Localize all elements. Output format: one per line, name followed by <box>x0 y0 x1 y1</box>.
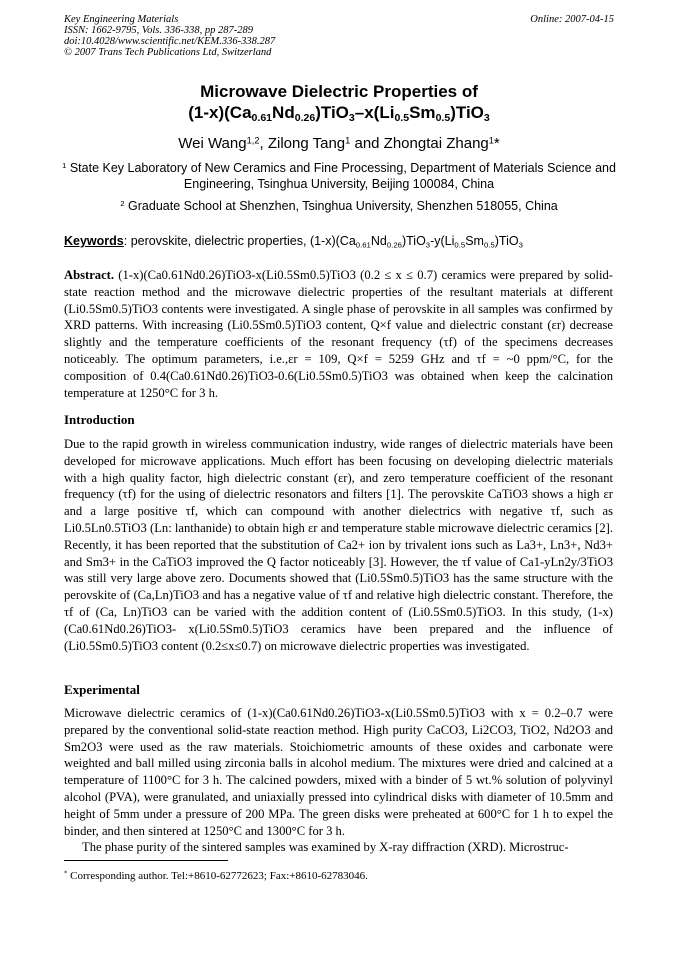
copyright-line: © 2007 Trans Tech Publications Ltd, Switzerland <box>64 47 272 58</box>
journal-header <box>64 14 275 58</box>
experimental-paragraph-2: The phase purity of the sintered samples was examined by X-ray diffraction (XRD). Microstruc- <box>82 840 569 855</box>
paper-title <box>0 81 678 123</box>
journal-name: Key Engineering Materials <box>64 14 179 25</box>
title-line-2: $(1-x)(Ca_{0.61}Nd_{0.26})TiO_3-x(Li_{0.5}Sm_{0.5})TiO_3$ <box>188 103 490 125</box>
online-date: Online: 2007-04-15 <box>530 14 614 25</box>
experimental-text <box>64 705 613 856</box>
abstract-text: (1-x)(Ca0.61Nd0.26)TiO3-x(Li0.5Sm0.5)TiO3 (0.2 ≤ x ≤ 0.7) ceramics were prepared by solid-state reaction method and the microwave dielectric properties of the resultant materials at different (Li0.5Sm0.5)TiO3 contents were investigated. A single phase of perovskite in all samples was confirmed by XRD patterns. With increasing (Li0.5Sm0.5)TiO3 content, Q×f value and dielectric constant (εr) decrease slightly and the temperature coefficients of the resonant frequency (τf) of the specimens decreases noticeably. The optimum parameters, i.e.,εr = 109, Q×f = 5259 GHz and τf = ~0 ppm/°C, for the composition of 0.4(Ca0.61Nd0.26)TiO3-0.6(Li0.5Sm0.5)TiO3 was obtained when keep the calcination temperature at 1250°C for 3 h. <box>64 268 613 400</box>
affiliation-1: $^1$ State Key Laboratory of New Ceramics and Fine Processing, Department of Materials Science and Engineering, Tsinghua University, Beijing 100084, China <box>62 161 616 191</box>
affiliation-2: $^2$ Graduate School at Shenzhen, Tsinghua University, Shenzhen 518055, China <box>120 199 558 213</box>
author-list: Wei Wang$^{1,2}$, Zilong Tang$^1$ and Zhongtai Zhang$^1$* <box>178 135 500 152</box>
corresponding-star: * <box>493 135 500 152</box>
title-line-1: Microwave Dielectric Properties of <box>200 82 478 101</box>
introduction-text: Due to the rapid growth in wireless communication industry, wide ranges of dielectric materials have been developed for microwave applications. Much effort has been focusing on developing dielectric materials with a high quality factor, high dielectric constant (εr), and zero temperature coefficient of the resonant frequency (τf) for the using of dielectric resonators and filters [1]. The perovskite CaTiO3 shows a high εr and a large positive τf, which can compound with another dielectrics with negative τf, such as Li0.5Ln0.5TiO3 (Ln: lanthanide) to obtain high εr and temperature stable microwave dielectric ceramics [2]. Recently, it has been reported that the substitution of Ca2+ ion by trivalent ions such as La3+, Ln3+, Nd3+ and Sm3+ in the CaTiO3 improved the Q factor noticeably [3]. However, the τf value of Ca1-yLn2y/3TiO3 was still very large above zero. Documents showed that (Li0.5Sm0.5)TiO3 has the same structure with the perovskite of (Ca,Ln)TiO3 and has a negative value of τf and relative high dielectric constant. Therefore, the τf of (Ca, Ln)TiO3 can be varied with the addition content of (Li0.5Sm0.5)TiO3. In this study, (1-x)(Ca0.61Nd0.26)TiO3- x(Li0.5Sm0.5)TiO3 ceramics have been prepared and the influence of (Li0.5Sm0.5)TiO3 content (0.2≤x≤0.7) on microwave dielectric properties was investigated. <box>64 437 613 653</box>
footnote-divider <box>64 860 228 861</box>
introduction-heading: Introduction <box>64 412 135 427</box>
experimental-paragraph-1: Microwave dielectric ceramics of (1-x)(Ca0.61Nd0.26)TiO3-x(Li0.5Sm0.5)TiO3 with x = 0.2–0.7 were prepared by the conventional solid-state reaction method. High purity CaCO3, Li2CO3, TiO2, Nd2O3 and Sm2O3 were used as the raw materials. Stoichiometric amounts of these oxides and carbonate were weighted and ball milled using zirconia balls in alcohol medium. The mixtures were dried and calcined at a temperature of 1100°C for 3 h. The calcined powders, mixed with a binder of 5 wt.% solution of polyvinyl alcohol (PVA), were granulated, and uniaxially pressed into cylindrical disks with diameter of 10.5mm and height of 5mm under a pressure of 200 MPa. The green disks were preheated at 600°C for 1 h to expel the binder, and then sintered at 1250°C and 1300°C for 3 h. <box>64 706 613 838</box>
keywords: Keywords: perovskite, dielectric properties, $(1-x)(Ca_{0.61}Nd_{0.26})TiO_3-y(Li_{0.5}Sm_{0.5})TiO_3$ <box>64 234 523 250</box>
experimental-heading: Experimental <box>64 682 140 697</box>
issn-line: ISSN: 1662-9795, Vols. 336-338, pp 287-289 <box>64 25 253 36</box>
abstract-label: Abstract. <box>64 268 115 282</box>
footnote: * Corresponding author. Tel:+8610-62772623; Fax:+8610-62783046. <box>64 870 368 882</box>
doi-line: doi:10.4028/www.scientific.net/KEM.336-338.287 <box>64 36 276 47</box>
keywords-label: Keywords <box>64 234 124 248</box>
abstract <box>64 267 613 401</box>
